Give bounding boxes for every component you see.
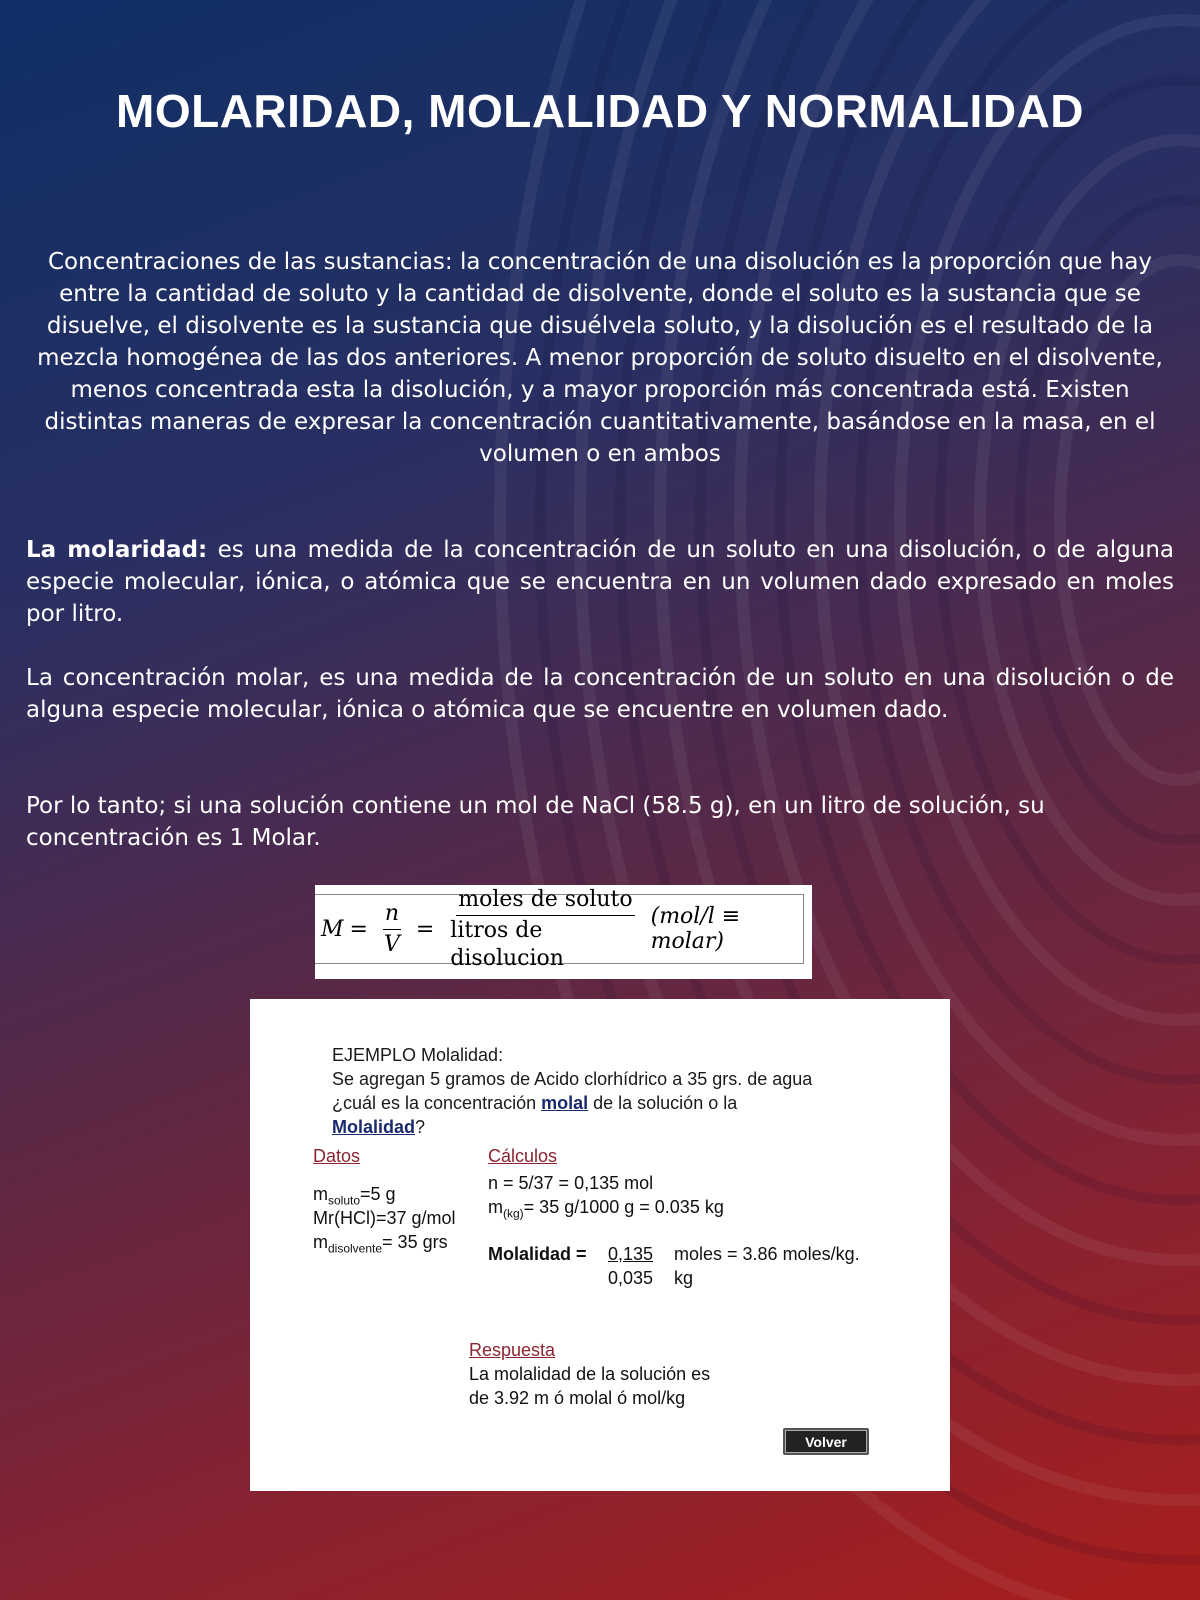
example-statement: Se agregan 5 gramos de Acido clorhídrico a 35 grs. de agua [332, 1069, 813, 1089]
molaridad-term: La molaridad: [26, 537, 208, 563]
molalidad-den-unit: kg [674, 1268, 694, 1288]
datos-label: Datos [313, 1146, 361, 1166]
molar-paragraph: La concentración molar, es una medida de la concentración de un soluto en una disolución o de alguna especie molecular, iónica o atómica que se encuentre en volumen dado. [26, 665, 1174, 723]
formula-equals-1: = [349, 916, 368, 942]
m-symbol: m [313, 1184, 328, 1204]
calc-mass [488, 1197, 724, 1221]
calculos-label: Cálculos [488, 1146, 558, 1166]
molalidad-label: Molalidad = [488, 1244, 587, 1264]
question-mark: ? [415, 1117, 426, 1137]
molalidad-denominator: 0,035 [608, 1268, 654, 1288]
example-question [332, 1091, 932, 1115]
molalidad-link[interactable]: Molalidad [332, 1117, 416, 1137]
molaridad-definition: es una medida de la concentración de un soluto en una disolución, o de alguna especie molecular, iónica, o atómica que se encuentra en un volumen dado expresado en moles por litro. [26, 537, 1174, 627]
formula-n-over-v [382, 900, 402, 959]
formula-v: V [383, 931, 400, 957]
example-heading [332, 1043, 932, 1139]
respuesta-label: Respuesta [469, 1340, 556, 1360]
molality-example [250, 999, 950, 1491]
formula-n: n [383, 900, 401, 930]
disolvente-value: = 35 grs [382, 1232, 448, 1252]
formula-unit: (mol/l ≡ molar) [650, 904, 741, 954]
respuesta-line-2: de 3.92 m ó molal ó mol/kg [469, 1388, 686, 1408]
formula-denominator: litros de disolucion [450, 917, 564, 971]
volver-button[interactable]: Volver [783, 1428, 869, 1455]
page-title: MOLARIDAD, MOLALIDAD Y NORMALIDAD [116, 85, 1084, 137]
disolvente-subscript: disolvente [328, 1241, 383, 1256]
calc-n: n = 5/37 = 0,135 mol [488, 1173, 654, 1193]
formula-lhs: M [321, 916, 344, 942]
question-text-1: ¿cuál es la concentración [332, 1093, 542, 1113]
conclusion-paragraph: Por lo tanto; si una solución contiene un mol de NaCl (58.5 g), en un litro de solución, su concentración es 1 Molar. [26, 793, 1045, 851]
example-title: EJEMPLO Molalidad: [332, 1045, 504, 1065]
formula-numerator: moles de soluto [456, 886, 634, 916]
respuesta-line-1: La molalidad de la solución es [469, 1364, 711, 1384]
mass-value: = 35 g/1000 g = 0.035 kg [523, 1197, 724, 1217]
intro-paragraph: Concentraciones de las sustancias: la concentración de una disolución es la proporción que hay entre la cantidad de soluto y la cantidad de disolvente, donde el soluto es la sustancia que se disuelve, el disolvente es la sustancia que disuélvela soluto, y la disolución es el resultado de la mezcla homogénea de las dos anteriores. A menor proporción de soluto disuelto en el disolvente, menos concentrada esta la disolución, y a mayor proporción más concentrada está. Existen distintas maneras de expresar la concentración cuantitativamente, basándose en la masa, en el volumen o en ambos [37, 249, 1163, 467]
formula-frame [315, 886, 804, 971]
kg-subscript: (kg) [503, 1206, 524, 1221]
molaridad-paragraph [26, 534, 1174, 630]
datos-mr: Mr(HCl)=37 g/mol [313, 1208, 456, 1228]
soluto-value: =5 g [360, 1184, 396, 1204]
formula-equals-2: = [415, 916, 435, 942]
m-symbol: m [313, 1232, 328, 1252]
m-symbol: m [488, 1197, 503, 1217]
example-question-end [332, 1115, 932, 1139]
datos-m-soluto [313, 1184, 396, 1208]
datos-m-disolvente [313, 1232, 448, 1256]
formula-main-fraction [448, 886, 642, 973]
molarity-formula [315, 885, 812, 979]
soluto-subscript: soluto [328, 1193, 361, 1208]
molalidad-result: moles = 3.86 moles/kg. [674, 1244, 860, 1264]
molalidad-numerator: 0,135 [608, 1244, 654, 1264]
question-text-2: de la solución o la [588, 1093, 738, 1113]
molal-link[interactable]: molal [541, 1093, 589, 1113]
